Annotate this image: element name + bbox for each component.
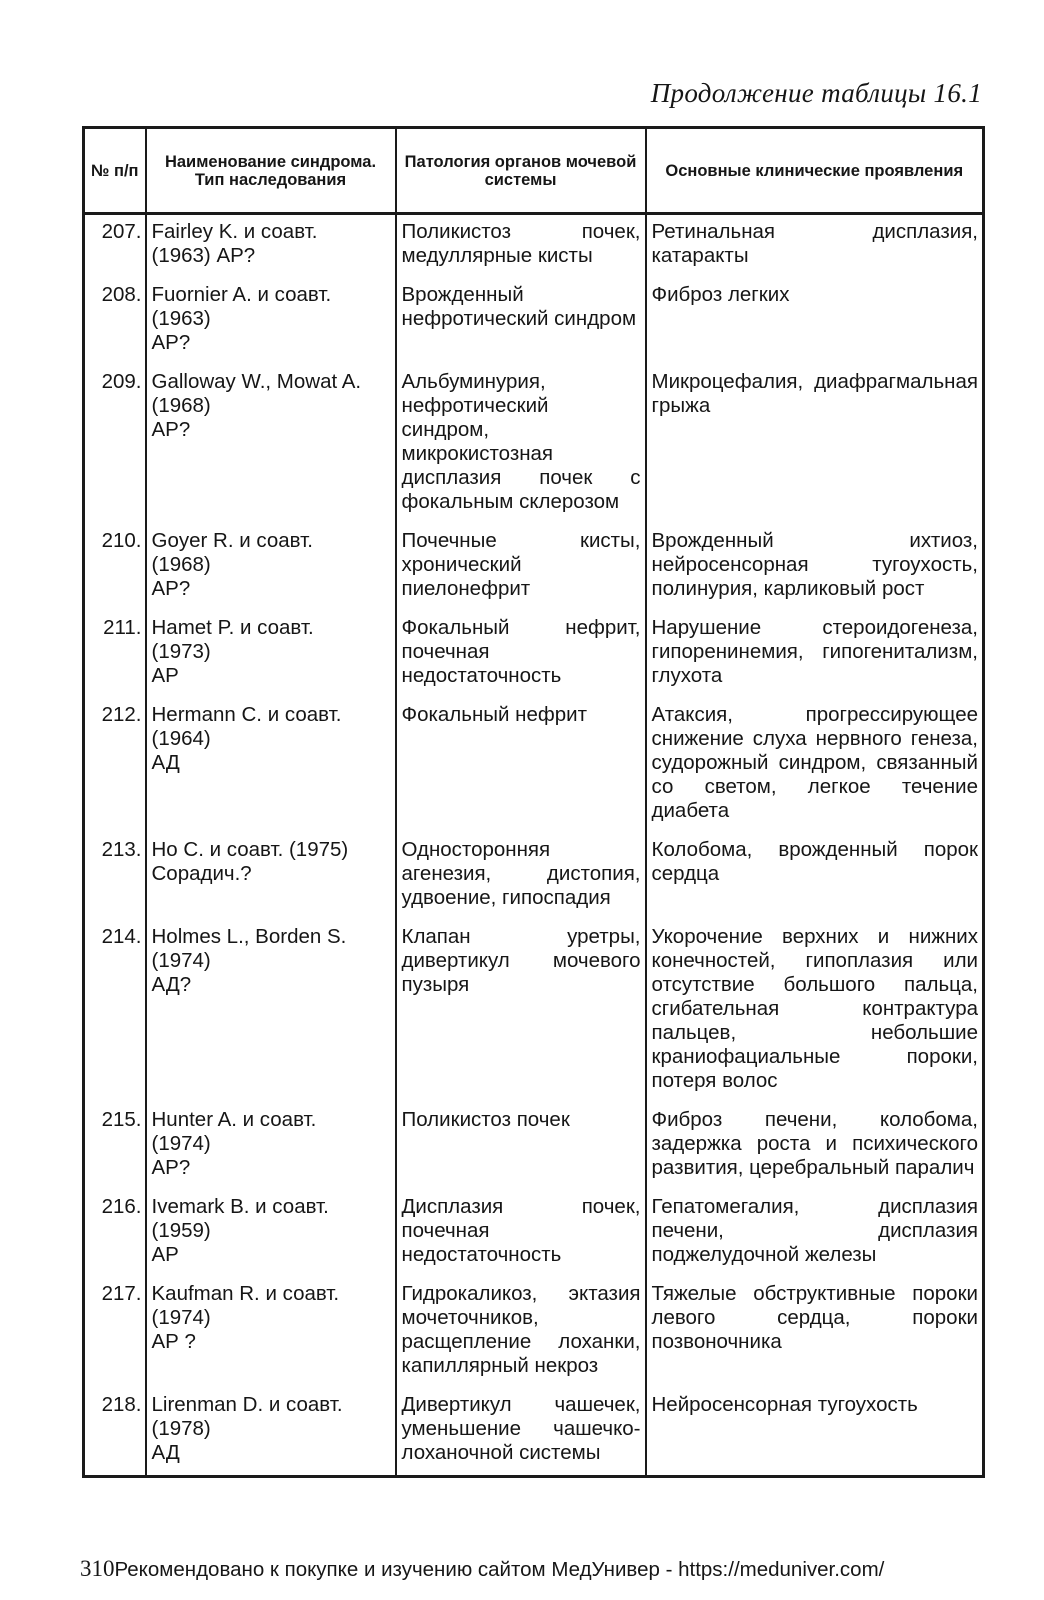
syndrome-name-line: АР? (151, 1156, 191, 1179)
syndrome-name-cell (146, 1103, 396, 1190)
row-number: 212. (84, 698, 146, 833)
syndrome-name-cell (146, 524, 396, 611)
syndrome-name-line: Holmes L., Borden S. (151, 925, 347, 948)
header-clinical: Основные клинические проявления (646, 128, 984, 214)
pathology-cell: Почечные кисты, хронический пиелонефрит (396, 524, 646, 611)
clinical-cell: Нейросенсорная тугоухость (646, 1388, 984, 1477)
table-row (84, 920, 984, 1103)
syndrome-name-line: (1964) (151, 727, 211, 750)
syndrome-name-line: (1963) АР? (151, 244, 256, 267)
pathology-cell: Клапан уретры, дивертикул мочевого пузыря (396, 920, 646, 1103)
table-row (84, 524, 984, 611)
table-row (84, 1190, 984, 1277)
syndrome-name-line: (1974) (151, 949, 211, 972)
pathology-cell: Односторонняя агенезия, дистопия, удвоение, гипоспадия (396, 833, 646, 920)
clinical-cell: Колобома, врожденный порок сердца (646, 833, 984, 920)
clinical-cell: Укорочение верхних и нижних конечностей, гипоплазия или отсутствие большого пальца, сгибательная контрактура пальцев, небольшие краниофациальные пороки, потеря волос (646, 920, 984, 1103)
syndrome-name-cell (146, 611, 396, 698)
syndrome-name-line: (1973) (151, 640, 211, 663)
syndrome-name-cell (146, 214, 396, 279)
row-number: 208. (84, 278, 146, 365)
table-row (84, 1388, 984, 1477)
row-number: 217. (84, 1277, 146, 1388)
row-number: 214. (84, 920, 146, 1103)
table-row (84, 1277, 984, 1388)
row-number: 213. (84, 833, 146, 920)
syndrome-name-line: АР? (151, 418, 191, 441)
clinical-cell: Микроцефалия, диафрагмальная грыжа (646, 365, 984, 524)
syndrome-name-cell (146, 920, 396, 1103)
syndrome-name-cell (146, 1388, 396, 1477)
table-row (84, 278, 984, 365)
syndrome-name-line: АД (151, 1441, 180, 1464)
row-number: 209. (84, 365, 146, 524)
syndrome-name-cell (146, 1190, 396, 1277)
header-num: № п/п (84, 128, 146, 214)
syndrome-name-line: (1963) (151, 307, 211, 330)
table-caption: Продолжение таблицы 16.1 (650, 78, 982, 108)
clinical-cell: Тяжелые обструктивные пороки левого сердца, пороки позвоночника (646, 1277, 984, 1388)
syndrome-name-line: Fuornier A. и соавт. (151, 283, 332, 306)
syndrome-name-line: (1974) (151, 1132, 211, 1155)
pathology-cell: Врожденный нефротический синдром (396, 278, 646, 365)
syndrome-name-line: АР ? (151, 1330, 196, 1353)
syndrome-name-line: Hunter A. и соавт. (151, 1108, 317, 1131)
clinical-cell: Атаксия, прогрессирующее снижение слуха нервного генеза, судорожный синдром, связанный со светом, легкое течение диабета (646, 698, 984, 833)
syndrome-name-cell (146, 278, 396, 365)
pathology-cell: Поликистоз почек (396, 1103, 646, 1190)
row-number: 211. (84, 611, 146, 698)
syndrome-name-line: Lirenman D. и соавт. (151, 1393, 343, 1416)
pathology-cell: Поликистоз почек, медуллярные кисты (396, 214, 646, 279)
syndrome-name-line: Ivemark B. и соавт. (151, 1195, 329, 1218)
page-footer (80, 1556, 884, 1582)
syndrome-name-line: (1978) (151, 1417, 211, 1440)
table-row (84, 365, 984, 524)
header-pathology: Патология органов мочевой системы (396, 128, 646, 214)
syndrome-name-line: (1974) (151, 1306, 211, 1329)
syndrome-table (82, 126, 985, 1478)
pathology-cell: Фокальный нефрит (396, 698, 646, 833)
clinical-cell: Гепатомегалия, дисплазия печени, дисплазия поджелудочной железы (646, 1190, 984, 1277)
pathology-cell: Гидрокаликоз, эктазия мочеточников, расщепление лоханки, капиллярный некроз (396, 1277, 646, 1388)
pathology-cell: Дисплазия почек, почечная недостаточность (396, 1190, 646, 1277)
syndrome-name-line: Сорадич.? (151, 862, 252, 885)
syndrome-name-cell (146, 365, 396, 524)
row-number: 215. (84, 1103, 146, 1190)
clinical-cell: Ретинальная дисплазия, катаракты (646, 214, 984, 279)
table-row (84, 833, 984, 920)
table-row (84, 1103, 984, 1190)
clinical-cell: Врожденный ихтиоз, нейросенсорная тугоухость, полинурия, карликовый рост (646, 524, 984, 611)
syndrome-name-line: Fairley K. и соавт. (151, 220, 318, 243)
syndrome-name-line: АР? (151, 577, 191, 600)
syndrome-name-cell (146, 698, 396, 833)
syndrome-name-line: АР? (151, 331, 191, 354)
table-row (84, 698, 984, 833)
syndrome-name-line: Galloway W., Mowat A. (151, 370, 362, 393)
syndrome-name-line: АР (151, 1243, 179, 1266)
syndrome-name-line: (1959) (151, 1219, 211, 1242)
row-number: 218. (84, 1388, 146, 1477)
table-row (84, 214, 984, 279)
table-header-row (84, 128, 984, 214)
syndrome-name-cell (146, 1277, 396, 1388)
syndrome-name-line: Goyer R. и соавт. (151, 529, 313, 552)
header-name: Наименование синдрома. Тип наследования (146, 128, 396, 214)
syndrome-name-cell (146, 833, 396, 920)
syndrome-name-line: Kaufman R. и соавт. (151, 1282, 340, 1305)
pathology-cell: Дивертикул чашечек, уменьшение чашечко-лоханочной системы (396, 1388, 646, 1477)
syndrome-name-line: АД? (151, 973, 192, 996)
footer-text: Рекомендовано к покупке и изучению сайтом МедУнивер - https://meduniver.com/ (114, 1558, 885, 1581)
clinical-cell: Фиброз легких (646, 278, 984, 365)
table-row (84, 611, 984, 698)
pathology-cell: Альбуминурия, нефротический синдром, микрокистозная дисплазия почек с фокальным склерозом (396, 365, 646, 524)
syndrome-name-line: Ho C. и соавт. (1975) (151, 838, 349, 861)
syndrome-name-line: АД (151, 751, 180, 774)
row-number: 210. (84, 524, 146, 611)
row-number: 207. (84, 214, 146, 279)
row-number: 216. (84, 1190, 146, 1277)
pathology-cell: Фокальный нефрит, почечная недостаточность (396, 611, 646, 698)
syndrome-name-line: Hamet P. и соавт. (151, 616, 314, 639)
clinical-cell: Нарушение стероидогенеза, гипоренинемия, гипогенитализм, глухота (646, 611, 984, 698)
syndrome-name-line: АР (151, 664, 179, 687)
syndrome-name-line: Hermann C. и соавт. (151, 703, 342, 726)
syndrome-name-line: (1968) (151, 553, 211, 576)
clinical-cell: Фиброз печени, колобома, задержка роста и психического развития, церебральный паралич (646, 1103, 984, 1190)
page-number: 310 (80, 1556, 115, 1581)
syndrome-name-line: (1968) (151, 394, 211, 417)
